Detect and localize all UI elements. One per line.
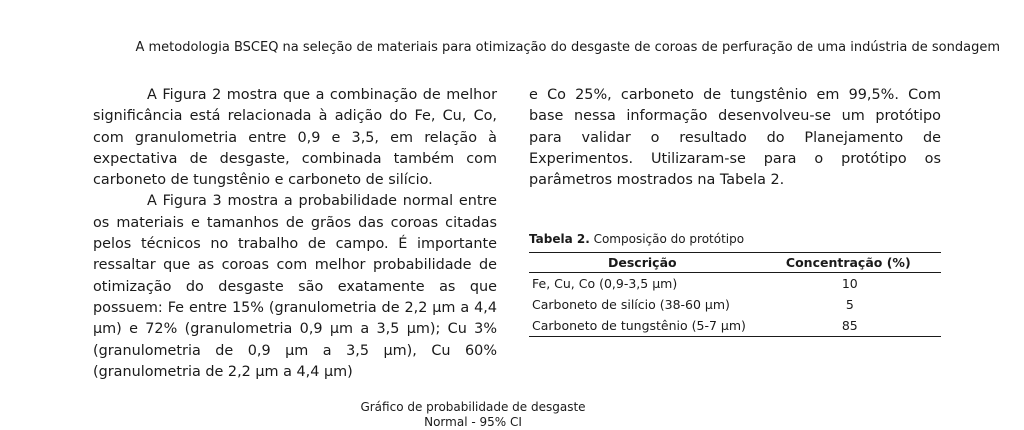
table-caption-label: Tabela 2. — [529, 232, 590, 246]
table-2 — [529, 232, 941, 337]
table-row — [529, 294, 941, 315]
table-cell: Fe, Cu, Co (0,9-3,5 µm) — [532, 276, 678, 291]
composition-table — [529, 252, 941, 337]
table-row — [529, 273, 941, 295]
paragraph: A Figura 2 mostra que a combinação de melhor significância está relacionada à adição do Fe, Cu, Co, com granulometria entre 0,9 e 3,5, em relação à expectativa de desgaste, combinada também com carboneto de tungstênio e carboneto de silício. — [93, 87, 497, 189]
table-cell: Carboneto de tungstênio (5-7 µm) — [529, 315, 756, 337]
column-header-concentration: Concentração (%) — [756, 253, 941, 273]
table-row — [529, 315, 941, 337]
table-header-row — [529, 253, 941, 273]
table-cell: 5 — [845, 297, 854, 312]
right-column — [529, 85, 941, 191]
table-caption-text: Composição do protótipo — [589, 232, 745, 246]
paragraph: A Figura 3 mostra a probabilidade normal entre os materiais e tamanhos de grãos das coroas citadas pelos técnicos no trabalho de campo. É importante ressaltar que as coroas com melhor probabilidade de otimização do desgaste são exatamente as que possuem: Fe entre 15% (granulometria de 2,2 µm a 4,4 µm) e 72% (granulometria 0,9 µm a 3,5 µm); Cu 3% (granulometria de 0,9 µm a 3,5 µm), Cu 60% (granulometria de 2,2 µm a 4,4 µm) — [93, 193, 497, 380]
left-column — [93, 85, 497, 383]
table-cell: Carboneto de silício (38-60 µm) — [532, 297, 730, 312]
running-head: A metodologia BSCEQ na seleção de materiais para otimização do desgaste de coroas de perfuração de uma indústria de sondagem — [135, 40, 1000, 55]
column-header-description: Descrição — [529, 253, 756, 273]
figure-title-line-2: Normal - 95% CI — [424, 415, 522, 429]
table-cell: 10 — [841, 276, 858, 291]
paragraph: e Co 25%, carboneto de tungstênio em 99,5%. Com base nessa informação desenvolveu-se um protótipo para validar o resultado do Planejamento de Experimentos. Utilizaram-se para o protótipo os parâmetros mostrados na Tabela 2. — [529, 87, 941, 189]
table-cell: 85 — [756, 315, 941, 337]
table-caption — [529, 232, 941, 246]
figure-title — [0, 400, 946, 430]
figure-title-line-1: Gráfico de probabilidade de desgaste — [360, 400, 586, 414]
